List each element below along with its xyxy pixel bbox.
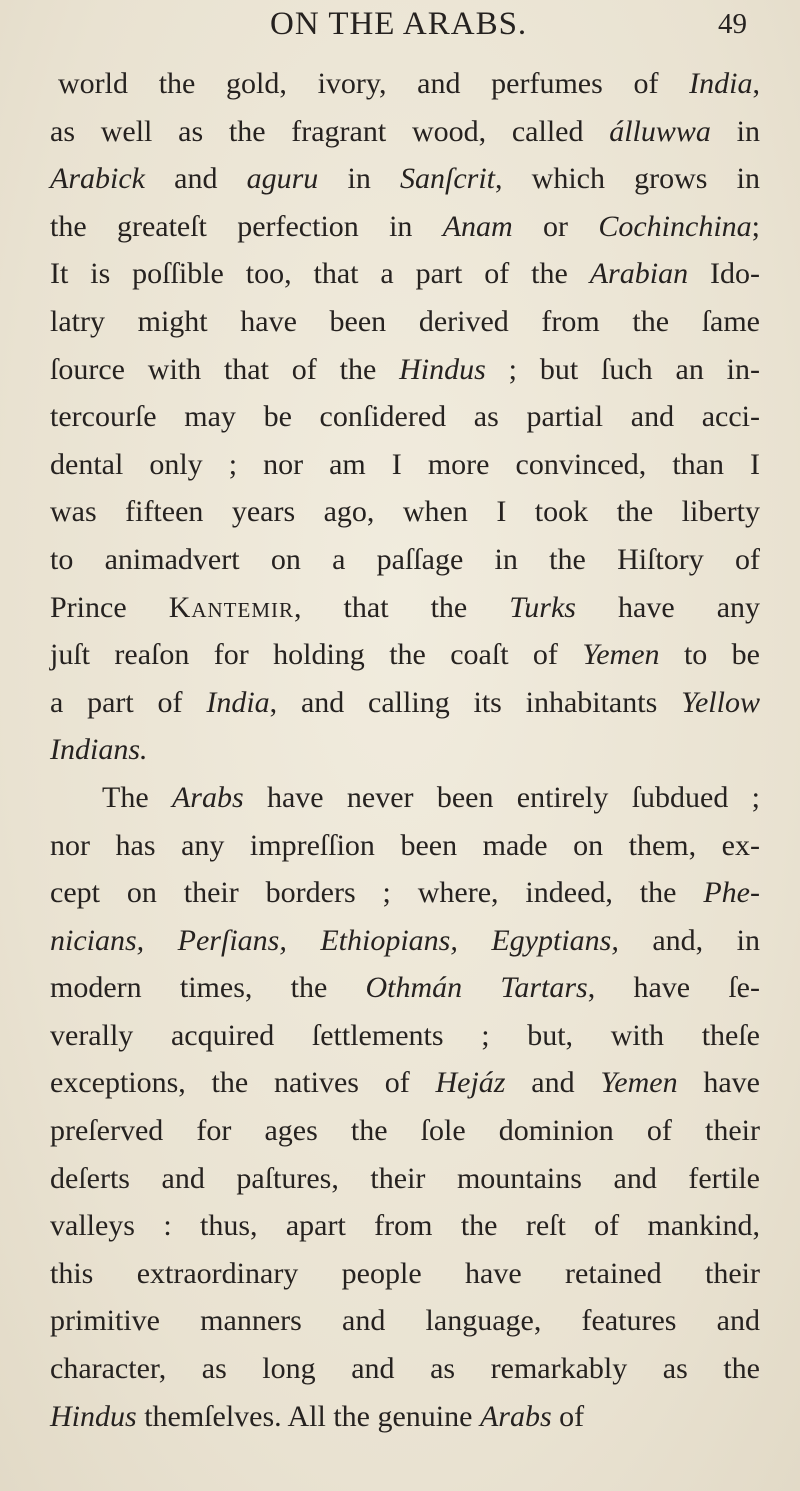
text-line — [50, 584, 760, 632]
text-segment: latry might have been derived from the ſame — [50, 304, 760, 338]
text-segment: as well as the fragrant wood, called — [50, 114, 610, 148]
text-segment: Ido- — [688, 257, 760, 291]
text-line — [50, 488, 760, 536]
text-line — [50, 155, 760, 203]
text-segment: , which grows in — [495, 162, 760, 196]
text-segment: Hindus — [50, 1399, 137, 1433]
text-segment: in — [318, 162, 400, 196]
text-segment: deſerts and paſtures, their mountains and fertile — [50, 1161, 760, 1195]
text-line — [50, 441, 760, 489]
text-line — [50, 1297, 760, 1345]
text-segment: Hejáz — [435, 1066, 506, 1100]
text-segment: and, in — [618, 923, 761, 957]
text-segment: Hindus — [399, 352, 486, 386]
text-segment: Arabick — [50, 162, 145, 196]
text-segment: Arabs — [171, 780, 244, 814]
text-segment: modern times, the — [50, 971, 366, 1005]
text-line — [50, 1155, 760, 1203]
text-line — [50, 536, 760, 584]
text-line — [50, 1202, 760, 1250]
page-number: 49 — [718, 8, 747, 40]
text-segment: Yellow — [681, 685, 760, 719]
text-line — [50, 679, 760, 727]
text-segment: and — [144, 162, 247, 196]
text-segment: character, as long and as remarkably as the — [50, 1352, 760, 1386]
text-segment: tercourſe may be conſidered as partial and acci- — [50, 400, 760, 434]
text-segment: verally acquired ſettlements ; but, with theſe — [50, 1018, 760, 1052]
text-line — [50, 393, 760, 441]
text-segment: a part of — [50, 685, 207, 719]
text-segment: dental only ; nor am I more convinced, than I — [50, 447, 760, 481]
text-segment: nicians, Perſians, Ethiopians, Egyptians, — [50, 923, 619, 957]
text-segment: India — [206, 685, 270, 719]
text-segment: , and calling its inhabitants — [269, 685, 682, 719]
text-segment: Othmán Tartars — [365, 971, 588, 1005]
text-line — [50, 964, 760, 1012]
text-segment: Sanſcrit — [400, 162, 495, 196]
text-line — [50, 346, 760, 394]
text-line — [50, 250, 760, 298]
text-segment: of — [551, 1399, 585, 1433]
text-segment: cept on their borders ; where, indeed, the — [50, 876, 704, 910]
text-line — [50, 726, 760, 774]
text-segment: ſource with that of the — [50, 352, 400, 386]
text-segment: Kantemir — [168, 590, 295, 624]
text-line — [50, 298, 760, 346]
text-segment: Turks — [509, 590, 576, 624]
text-segment: this extraordinary people have retained their — [50, 1256, 760, 1290]
text-segment: was fifteen years ago, when I took the liberty — [50, 495, 760, 529]
text-segment: India — [689, 67, 753, 100]
text-segment: Indians. — [50, 733, 148, 767]
text-line — [50, 774, 760, 822]
text-segment: álluwwa — [609, 114, 711, 148]
text-segment: Anam — [442, 209, 513, 243]
text-segment: Phe- — [703, 876, 760, 910]
text-segment: juſt reaſon for holding the coaſt of — [50, 638, 583, 672]
text-segment: to animadvert on a paſſage in the Hiſtory of — [50, 542, 760, 576]
text-segment: Prince — [50, 590, 169, 624]
text-segment: have never been entirely ſubdued ; — [243, 780, 760, 814]
running-head — [0, 4, 800, 46]
text-segment: Arabs — [479, 1399, 552, 1433]
body-text — [50, 60, 760, 1440]
text-segment: Cochinchina — [598, 209, 752, 243]
text-segment: preſerved for ages the ſole dominion of their — [50, 1114, 760, 1148]
text-line — [50, 917, 760, 965]
text-segment: ; but ſuch an in- — [485, 352, 761, 386]
text-segment: Yemen — [600, 1066, 678, 1100]
text-line — [50, 631, 760, 679]
text-segment: have any — [575, 590, 761, 624]
text-segment: Arabian — [589, 257, 689, 291]
text-line — [50, 822, 760, 870]
text-segment: nor has any impreſſion been made on them, ex- — [50, 828, 760, 862]
text-line — [50, 1250, 760, 1298]
text-line — [50, 203, 760, 251]
text-segment: primitive manners and language, features and — [50, 1304, 760, 1338]
text-segment: , have ſe- — [587, 971, 760, 1005]
text-line — [50, 1012, 760, 1060]
text-line — [50, 1393, 760, 1441]
text-line — [50, 869, 760, 917]
text-segment: and — [505, 1066, 601, 1100]
text-segment: in — [710, 114, 761, 148]
text-segment: valleys : thus, apart from the reſt of mankind, — [50, 1209, 760, 1243]
text-segment: world the gold, ivory, and perfumes of — [58, 67, 690, 100]
text-segment: , — [752, 67, 760, 100]
text-segment: It is poſſible too, that a part of the — [50, 257, 590, 291]
text-segment: or — [512, 209, 599, 243]
text-segment: the greateſt perfection in — [50, 209, 443, 243]
text-segment: have — [677, 1066, 760, 1100]
text-line — [50, 108, 760, 156]
text-segment: exceptions, the natives of — [50, 1066, 436, 1100]
text-segment: The — [102, 780, 172, 814]
text-segment: ; — [751, 209, 760, 243]
text-segment: , that the — [294, 590, 510, 624]
text-segment: aguru — [246, 162, 319, 196]
text-segment: themſelves. All the genuine — [136, 1399, 480, 1433]
text-line — [50, 1107, 760, 1155]
running-title: ON THE ARABS. — [270, 6, 528, 42]
text-segment: to be — [659, 638, 760, 672]
text-line — [50, 60, 760, 108]
text-segment: Yemen — [582, 638, 660, 672]
text-line — [50, 1059, 760, 1107]
text-line — [50, 1345, 760, 1393]
